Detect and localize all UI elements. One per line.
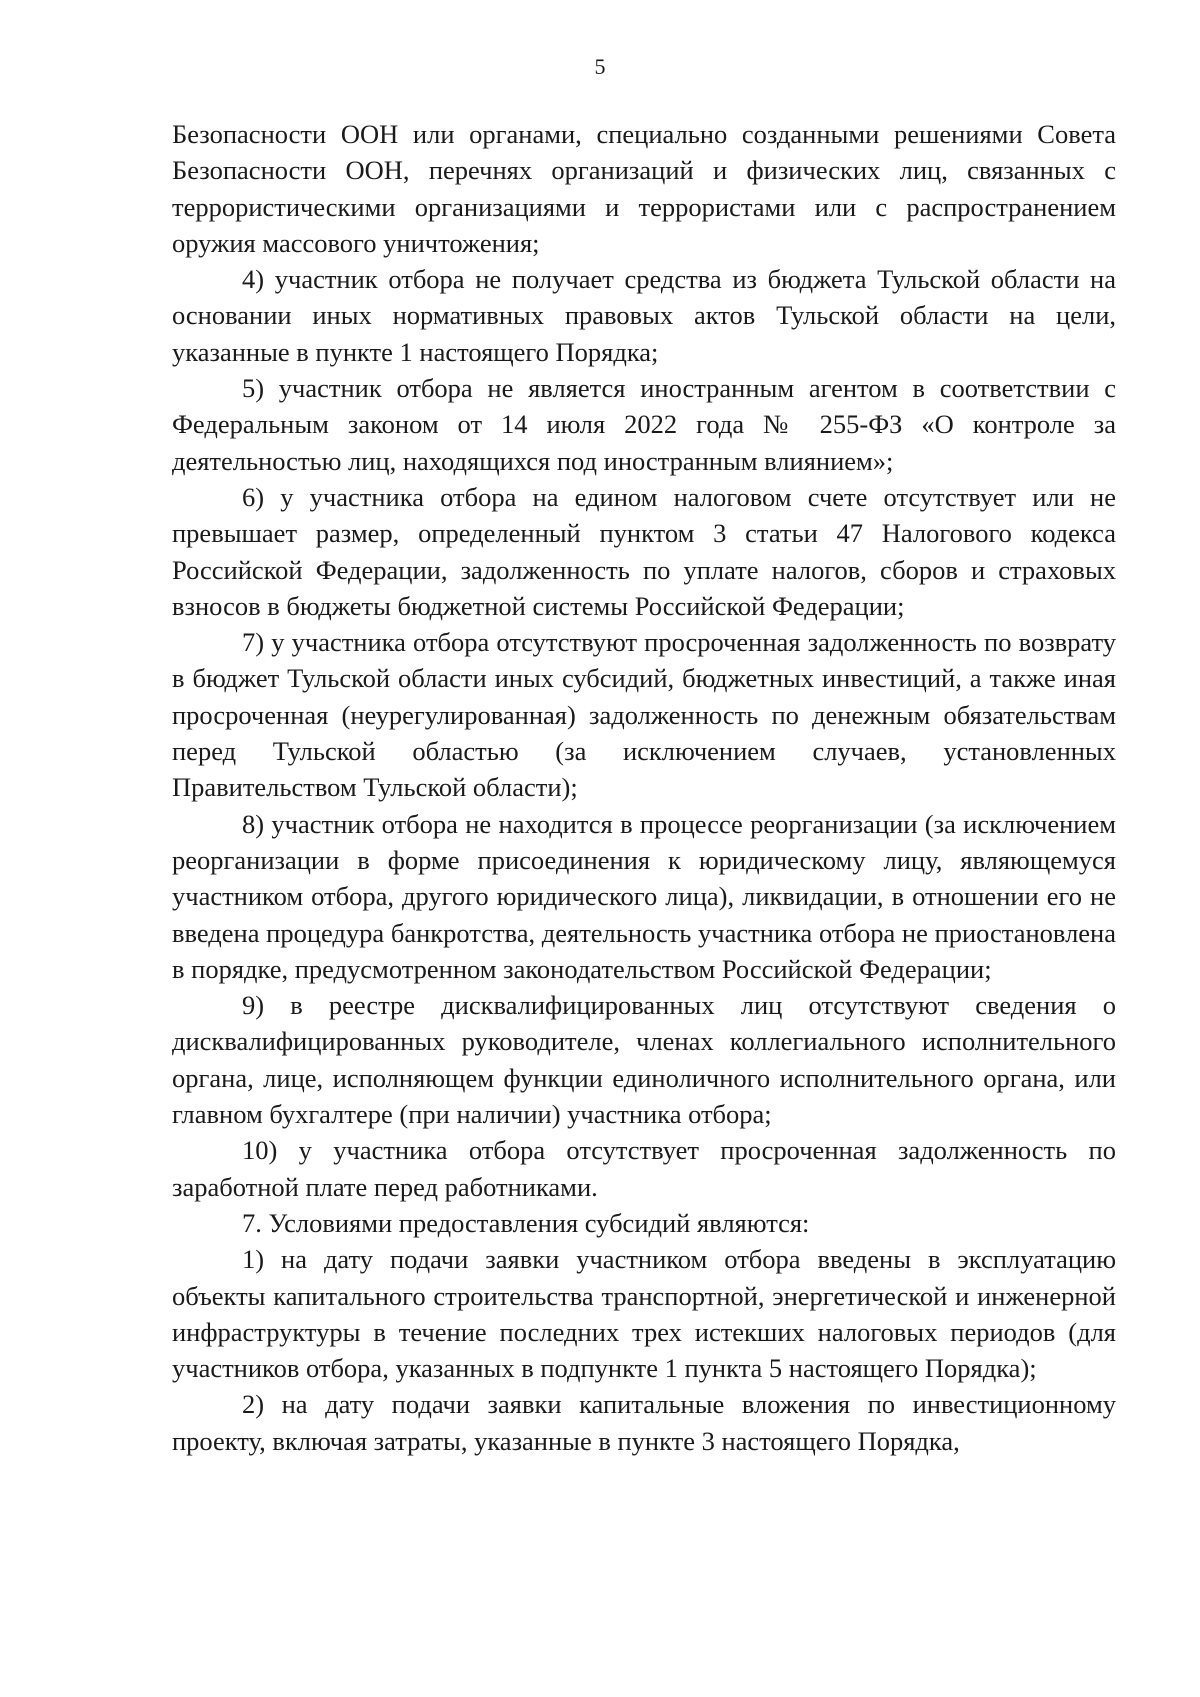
- paragraph-item-9: 9) в реестре дисквалифицированных лиц отсутствуют сведения о дисквалифицированных руководителе, членах коллегиального исполнительного органа, лице, исполняющем функции единоличного исполнительного органа, или главном бухгалтере (при наличии) участника отбора;: [172, 990, 1116, 1130]
- condition-item-1: 1) на дату подачи заявки участником отбора введены в эксплуатацию объекты капитального строительства транспортной, энергетической и инженерной инфраструктуры в течение последних трех истекших налоговых периодов (для участников отбора, указанных в подпункте 1 пункта 5 настоящего Порядка);: [172, 1244, 1116, 1384]
- paragraph-item-4: 4) участник отбора не получает средства из бюджета Тульской области на основании иных нормативных правовых актов Тульской области на цели, указанные в пункте 1 настоящего Порядка;: [172, 264, 1116, 367]
- paragraph-item-8: 8) участник отбора не находится в процессе реорганизации (за исключением реорганизации в форме присоединения к юридическому лицу, являющемуся участником отбора, другого юридического лица), ликвидации, в отношении его не введена процедура банкротства, деятельность участника отбора не приостановлена в порядке, предусмотренном законодательством Российской Федерации;: [172, 808, 1116, 984]
- condition-item-2: 2) на дату подачи заявки капитальные вложения по инвестиционному проекту, включая затраты, указанные в пункте 3 настоящего Порядка,: [172, 1389, 1116, 1456]
- paragraph-item-6: 6) у участника отбора на едином налоговом счете отсутствует или не превышает размер, определенный пунктом 3 статьи 47 Налогового кодекса Российской Федерации, задолженность по уплате налогов, сборов и страховых взносов в бюджеты бюджетной системы Российской Федерации;: [172, 481, 1116, 621]
- document-body: [172, 116, 1116, 1459]
- paragraph-item-7: 7) у участника отбора отсутствуют просроченная задолженность по возврату в бюджет Тульской области иных субсидий, бюджетных инвестиций, а также иная просроченная (неурегулированная) задолженность по денежным обязательствам перед Тульской областью (за исключением случаев, установленных Правительством Тульской области);: [172, 627, 1116, 803]
- paragraph-continuation: Безопасности ООН или органами, специально созданными решениями Совета Безопасности ООН, перечнях организаций и физических лиц, связанных с террористическими организациями и террористами или с распространением оружия массового уничтожения;: [172, 119, 1116, 258]
- page-number: 5: [594, 54, 606, 79]
- paragraph-item-10: 10) у участника отбора отсутствует просроченная задолженность по заработной плате перед работниками.: [172, 1135, 1116, 1202]
- section-7-heading: 7. Условиями предоставления субсидий являются:: [242, 1207, 810, 1238]
- paragraph-item-5: 5) участник отбора не является иностранным агентом в соответствии с Федеральным законом от 14 июля 2022 года № 255-ФЗ «О контроле за деятельностью лиц, находящихся под иностранным влиянием»;: [172, 373, 1116, 476]
